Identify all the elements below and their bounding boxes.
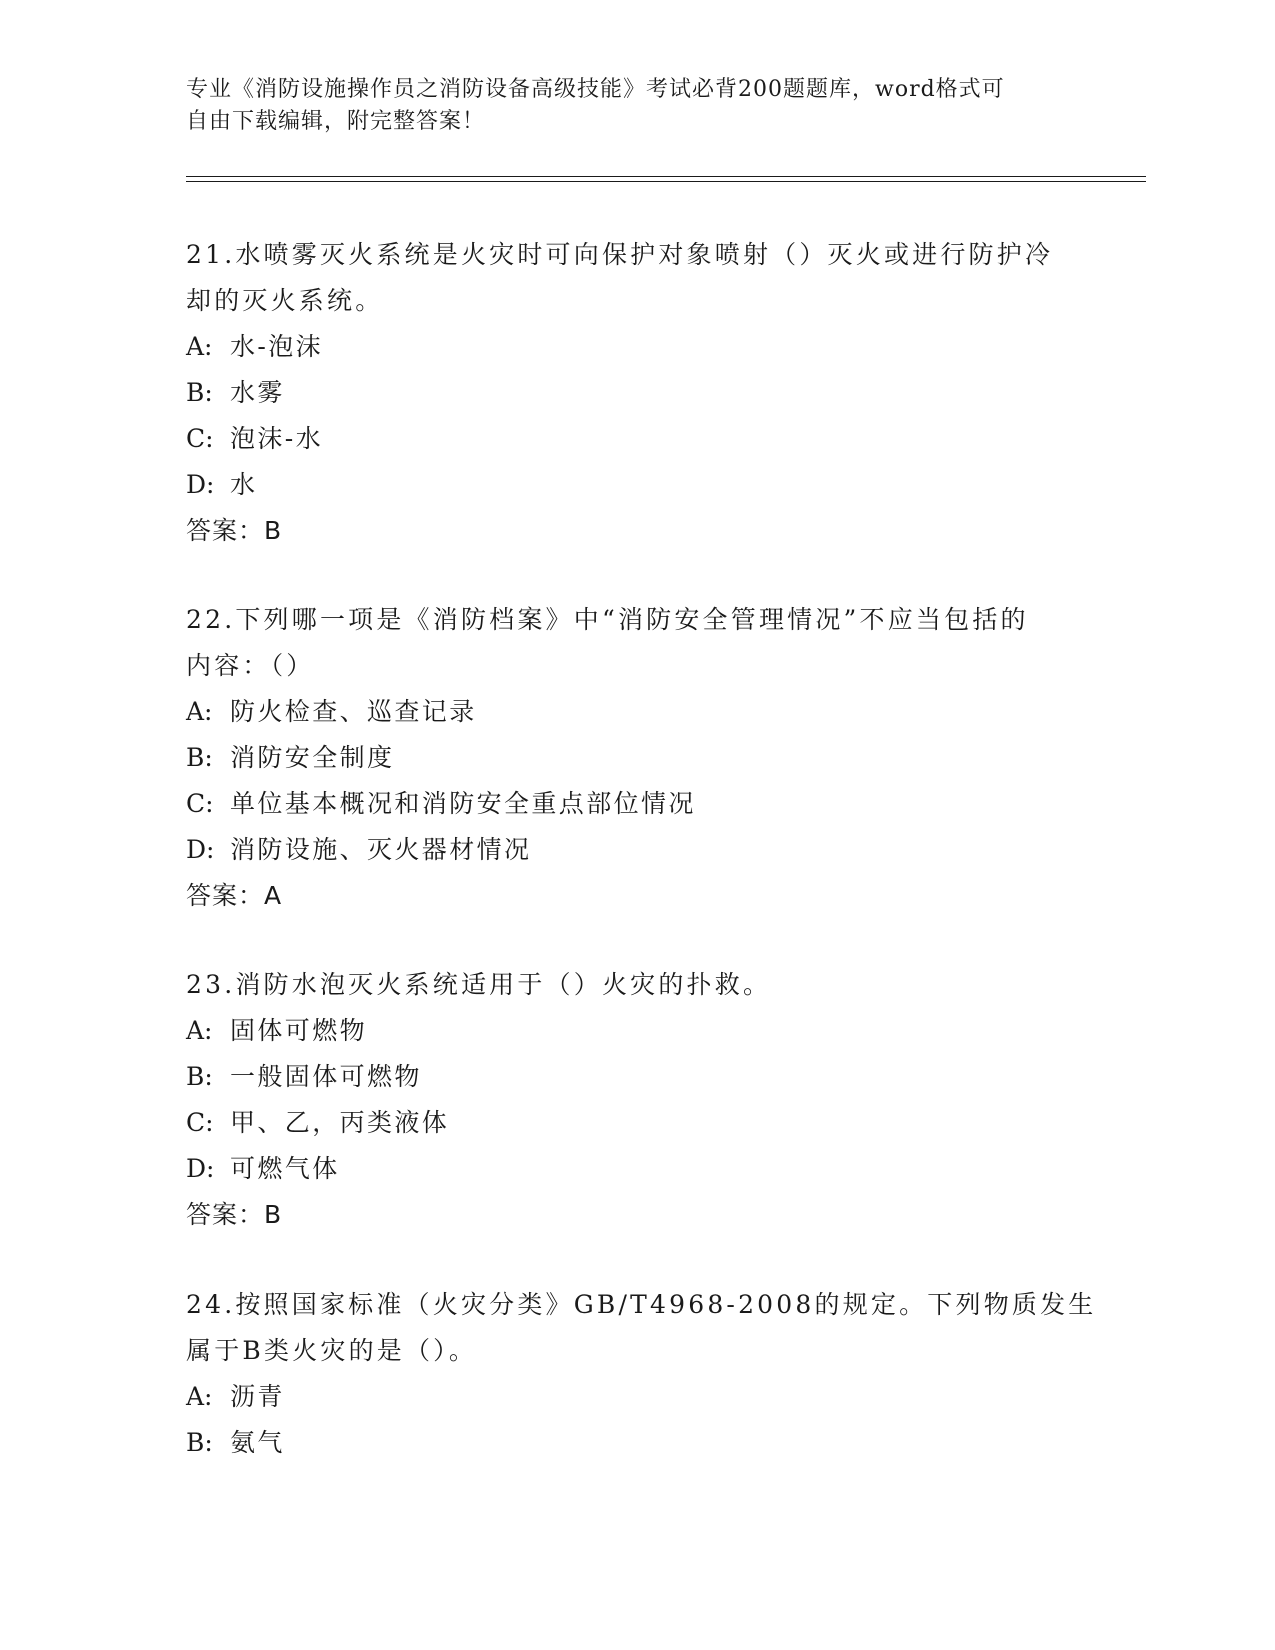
option-text: 固体可燃物 bbox=[230, 1016, 368, 1045]
header-title-line-2: 自由下载编辑，附完整答案！ bbox=[186, 109, 486, 134]
option-b bbox=[186, 735, 1086, 781]
answer-label: 答案：B bbox=[186, 1200, 283, 1229]
question-21 bbox=[186, 232, 1086, 554]
option-key: A: bbox=[186, 1382, 213, 1411]
option-b bbox=[186, 1054, 1086, 1100]
option-text: 一般固体可燃物 bbox=[230, 1062, 422, 1091]
question-stem: 21.水喷雾灭火系统是火灾时可向保护对象喷射（）灭火或进行防护冷 bbox=[186, 240, 1054, 269]
option-a bbox=[186, 689, 1086, 735]
question-22 bbox=[186, 597, 1086, 919]
answer-label: 答案：A bbox=[186, 881, 283, 910]
option-key: B: bbox=[186, 743, 213, 772]
option-text: 水雾 bbox=[230, 378, 285, 407]
question-stem: 23.消防水泡灭火系统适用于（）火灾的扑救。 bbox=[186, 970, 772, 999]
option-a bbox=[186, 1374, 1086, 1420]
option-d bbox=[186, 1146, 1086, 1192]
option-key: C: bbox=[186, 424, 214, 453]
option-key: A: bbox=[186, 1016, 213, 1045]
document-header bbox=[186, 74, 1066, 138]
question-stem: 22.下列哪一项是《消防档案》中“消防安全管理情况”不应当包括的 bbox=[186, 605, 1029, 634]
option-a bbox=[186, 324, 1086, 370]
option-key: A: bbox=[186, 697, 213, 726]
option-key: D: bbox=[186, 470, 215, 499]
option-key: B: bbox=[186, 1428, 213, 1457]
answer-label: 答案：B bbox=[186, 516, 283, 545]
option-text: 消防设施、灭火器材情况 bbox=[230, 835, 532, 864]
header-divider-bottom bbox=[186, 181, 1146, 182]
option-text: 氨气 bbox=[230, 1428, 285, 1457]
header-title-line-1: 专业《消防设施操作员之消防设备高级技能》考试必背200题题库，word格式可 bbox=[186, 77, 1005, 102]
question-stem-continued: 却的灭火系统。 bbox=[186, 286, 384, 315]
option-key: D: bbox=[186, 835, 215, 864]
option-text: 防火检查、巡查记录 bbox=[230, 697, 477, 726]
option-text: 可燃气体 bbox=[230, 1154, 340, 1183]
option-key: C: bbox=[186, 789, 214, 818]
question-stem-continued: 属于B类火灾的是（）。 bbox=[186, 1336, 478, 1365]
option-key: A: bbox=[186, 332, 213, 361]
option-key: C: bbox=[186, 1108, 214, 1137]
option-c bbox=[186, 1100, 1086, 1146]
option-text: 水-泡沫 bbox=[230, 332, 324, 361]
option-c bbox=[186, 416, 1086, 462]
header-divider-top bbox=[186, 176, 1146, 177]
option-text: 甲、乙，丙类液体 bbox=[230, 1108, 450, 1137]
option-text: 沥青 bbox=[230, 1382, 285, 1411]
option-key: B: bbox=[186, 378, 213, 407]
option-b bbox=[186, 1420, 1086, 1466]
option-c bbox=[186, 781, 1086, 827]
option-a bbox=[186, 1008, 1086, 1054]
option-d bbox=[186, 827, 1086, 873]
option-text: 泡沫-水 bbox=[230, 424, 324, 453]
option-key: D: bbox=[186, 1154, 215, 1183]
question-stem: 24.按照国家标准（火灾分类》GB/T4968-2008的规定。下列物质发生 bbox=[186, 1290, 1097, 1319]
option-text: 消防安全制度 bbox=[230, 743, 395, 772]
option-text: 水 bbox=[230, 470, 258, 499]
option-key: B: bbox=[186, 1062, 213, 1091]
option-text: 单位基本概况和消防安全重点部位情况 bbox=[230, 789, 696, 818]
question-23 bbox=[186, 962, 1086, 1238]
option-b bbox=[186, 370, 1086, 416]
question-stem-continued: 内容：（） bbox=[186, 651, 315, 680]
option-d bbox=[186, 462, 1086, 508]
question-24 bbox=[186, 1282, 1097, 1466]
